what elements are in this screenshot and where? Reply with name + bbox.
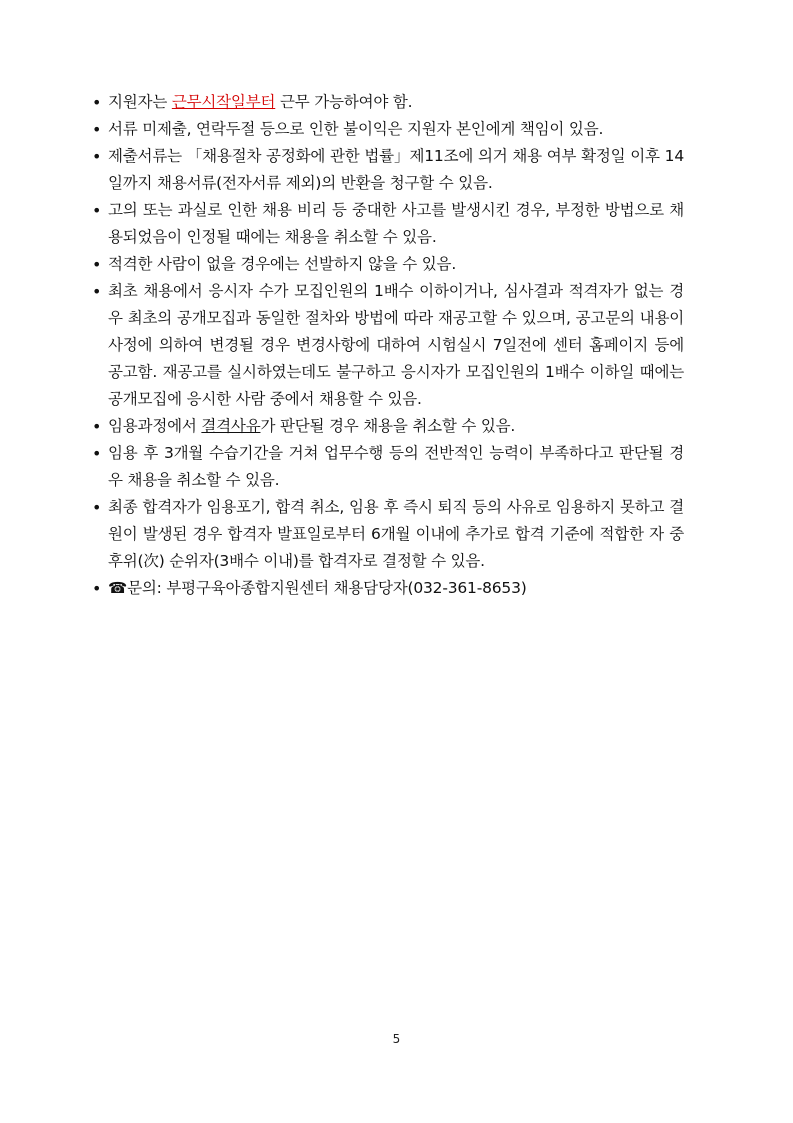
item-text-post: 근무 가능하여야 함. (275, 93, 413, 111)
item-text: 제출서류는 「채용절차 공정화에 관한 법률」제11조에 의거 채용 여부 확정일 이후 14일까지 채용서류(전자서류 제외)의 반환을 청구할 수 있음. (108, 147, 684, 192)
item-text: 서류 미제출, 연락두절 등으로 인한 불이익은 지원자 본인에게 책임이 있음. (108, 120, 604, 138)
start-date-highlight: 근무시작일부터 (171, 93, 276, 111)
list-item (92, 197, 684, 251)
list-item (92, 251, 684, 278)
contact-text: 문의: 부평구육아종합지원센터 채용담당자(032-361-8653) (127, 579, 527, 597)
list-item (92, 494, 684, 575)
list-item (92, 440, 684, 494)
phone-icon: ☎ (108, 579, 128, 597)
item-text-pre: 지원자는 (108, 93, 172, 111)
item-text-post: 가 판단될 경우 채용을 취소할 수 있음. (260, 417, 516, 435)
list-item (92, 116, 684, 143)
list-item (92, 575, 684, 602)
list-item (92, 143, 684, 197)
page-number: 5 (392, 1032, 401, 1046)
item-text: 고의 또는 과실로 인한 채용 비리 등 중대한 사고를 발생시킨 경우, 부정한 방법으로 채용되었음이 인정될 때에는 채용을 취소할 수 있음. (108, 201, 684, 246)
item-text: 최종 합격자가 임용포기, 합격 취소, 임용 후 즉시 퇴직 등의 사유로 임용하지 못하고 결원이 발생된 경우 합격자 발표일로부터 6개월 이내에 추가로 합격 기준에 적합한 자 중 후위(次) 순위자(3배수 이내)를 합격자로 결정할 수 있음. (108, 498, 684, 570)
item-text-pre: 임용과정에서 (108, 417, 202, 435)
list-item (92, 413, 684, 440)
notice-list (92, 89, 684, 602)
item-text: 임용 후 3개월 수습기간을 거쳐 업무수행 등의 전반적인 능력이 부족하다고 판단될 경우 채용을 취소할 수 있음. (108, 444, 684, 489)
item-text: 최초 채용에서 응시자 수가 모집인원의 1배수 이하이거나, 심사결과 적격자가 없는 경우 최초의 공개모집과 동일한 절차와 방법에 따라 재공고할 수 있으며, 공고문의 내용이 사정에 의하여 변경될 경우 변경사항에 대하여 시험실시 7일전에 센터 홈페이지 등에 공고함. 재공고를 실시하였는데도 불구하고 응시자가 모집인원의 1배수 이하일 때에는 공개모집에 응시한 사람 중에서 채용할 수 있음. (108, 282, 684, 408)
item-text: 적격한 사람이 없을 경우에는 선발하지 않을 수 있음. (108, 255, 457, 273)
list-item (92, 89, 684, 116)
list-item (92, 278, 684, 413)
disqualification-underline: 결격사유 (201, 417, 261, 435)
